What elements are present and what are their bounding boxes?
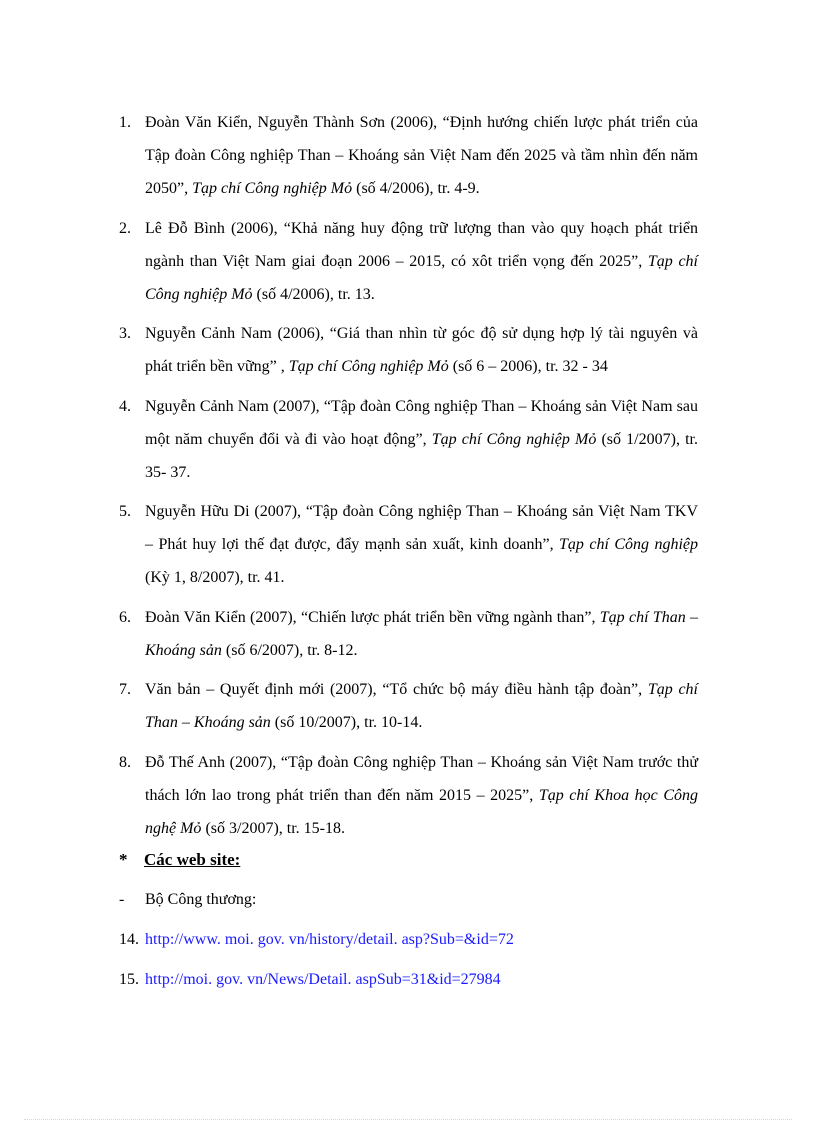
website-link[interactable]: http://moi. gov. vn/News/Detail. aspSub=31&id=27984 [145, 971, 501, 988]
reference-text: Lê Đỗ Bình (2006), “Khả năng huy động trữ lượng than vào quy hoạch phát triển ngành than Việt Nam giai đoạn 2006 – 2015, có xôt triển vọng đến 2025”, Tạp chí Công nghiệp Mỏ (số 4/2006), tr. 13. [145, 219, 698, 303]
websites-heading-text: Các web site: [144, 850, 241, 869]
page-bottom-rule [24, 1119, 792, 1120]
star-bullet: * [119, 850, 128, 869]
reference-list [114, 106, 698, 851]
link-number: 15. [119, 971, 139, 988]
reference-item [114, 746, 698, 845]
reference-text: Đỗ Thế Anh (2007), “Tập đoàn Công nghiệp Than – Khoáng sản Việt Nam trước thử thách lớn lao trong phát triển than đến năm 2015 – 2025”, Tạp chí Khoa học Công nghệ Mỏ (số 3/2007), tr. 15-18. [145, 753, 698, 837]
reference-number: 3. [119, 325, 131, 342]
reference-item [114, 390, 698, 489]
reference-number: 5. [119, 503, 131, 520]
reference-item [114, 212, 698, 311]
websites-section [114, 843, 698, 996]
reference-text: Nguyễn Hữu Di (2007), “Tập đoàn Công nghiệp Than – Khoáng sản Việt Nam TKV – Phát huy lợi thế đạt được, đẩy mạnh sản xuất, kinh doanh”, Tạp chí Công nghiệp (Kỳ 1, 8/2007), tr. 41. [145, 503, 698, 586]
reference-item [114, 106, 698, 205]
website-link-row [114, 963, 698, 996]
ministry-label: Bộ Công thương: [145, 891, 257, 908]
reference-number: 6. [119, 608, 131, 626]
reference-item [114, 673, 698, 739]
reference-number: 1. [119, 114, 131, 131]
reference-number: 7. [119, 681, 131, 698]
websites-heading [114, 843, 698, 876]
reference-text: Đoàn Văn Kiển (2007), “Chiến lược phát triển bền vững ngành than”, Tạp chí Than – Khoáng sản (số 6/2007), tr. 8-12. [145, 608, 699, 659]
reference-item [114, 495, 698, 594]
link-number: 14. [119, 931, 139, 948]
website-link[interactable]: http://www. moi. gov. vn/history/detail. asp?Sub=&id=72 [145, 931, 514, 948]
reference-number: 2. [119, 219, 131, 237]
reference-number: 8. [119, 753, 131, 771]
reference-item [114, 601, 698, 667]
reference-item [114, 317, 698, 383]
reference-number: 4. [119, 397, 131, 415]
dash-bullet: - [119, 891, 125, 908]
reference-text: Văn bản – Quyết định mới (2007), “Tổ chức bộ máy điều hành tập đoàn”, Tạp chí Than – Khoáng sản (số 10/2007), tr. 10-14. [145, 681, 698, 731]
ministry-label-row [114, 883, 698, 916]
reference-text: Đoàn Văn Kiển, Nguyễn Thành Sơn (2006), “Định hướng chiến lược phát triển của Tập đoàn Công nghiệp Than – Khoáng sản Việt Nam đến 2025 và tầm nhìn đến năm 2050”, Tạp chí Công nghiệp Mỏ (số 4/2006), tr. 4-9. [145, 114, 698, 197]
website-link-row [114, 923, 698, 956]
reference-text: Nguyễn Cảnh Nam (2007), “Tập đoàn Công nghiệp Than – Khoáng sản Việt Nam sau một năm chuyển đổi và đi vào hoạt động”, Tạp chí Công nghiệp Mỏ (số 1/2007), tr. 35- 37. [145, 397, 698, 481]
reference-text: Nguyễn Cảnh Nam (2006), “Giá than nhìn từ góc độ sử dụng hợp lý tài nguyên và phát triển bền vững” , Tạp chí Công nghiệp Mỏ (số 6 – 2006), tr. 32 - 34 [145, 325, 698, 375]
